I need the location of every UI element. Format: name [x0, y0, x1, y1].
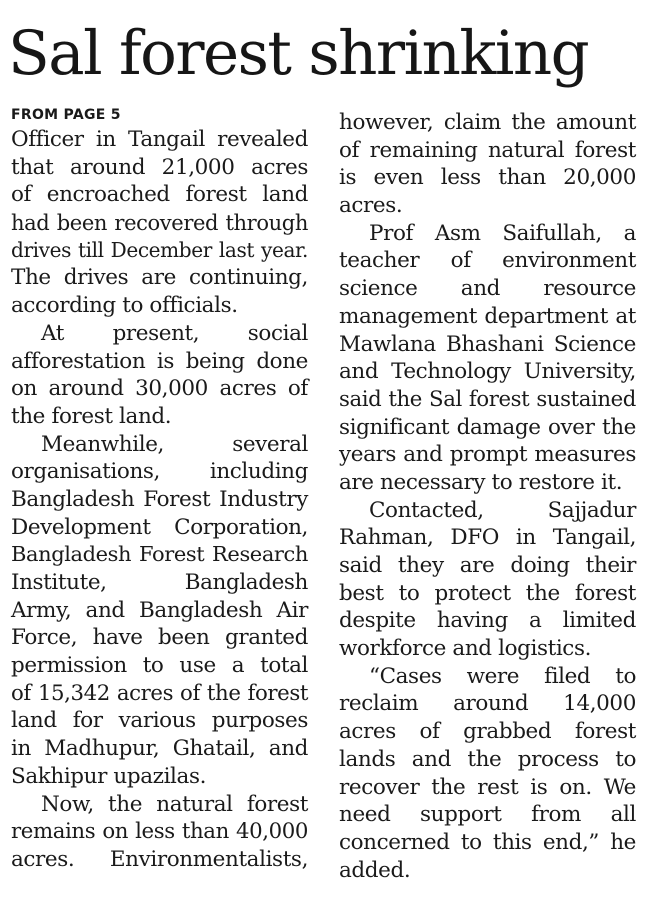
article-line: are necessary to restore it. [339, 469, 623, 495]
article-line: drives till December last year. [11, 237, 308, 262]
article-line: on around 30,000 acres of [11, 376, 308, 402]
article-column-right [339, 109, 636, 884]
article-line: remains on less than 40,000 [11, 819, 308, 845]
article-line: said the Sal forest sustained [339, 386, 636, 412]
article-line: acres. [339, 193, 403, 219]
article-line: Institute, Bangladesh [11, 570, 308, 595]
article-line: The drives are continuing, [11, 265, 308, 291]
article-line: At present, social [41, 320, 308, 346]
article-line: Mawlana Bhashani Science [339, 331, 636, 357]
article-paragraph [339, 220, 636, 497]
article-line: concerned to this end,” he [339, 829, 636, 855]
article-line: Bangladesh Forest Research [11, 542, 308, 567]
article-paragraph [11, 431, 308, 791]
article-paragraph [11, 791, 308, 874]
article-line: best to protect the forest [339, 580, 636, 606]
article-line: significant damage over the [339, 414, 636, 440]
article-line: Prof Asm Saifullah, a [369, 220, 636, 246]
article-line: science and resource [339, 276, 636, 302]
article-line: Army, and Bangladesh Air [11, 597, 308, 623]
article-line: recover the rest is on. We [339, 774, 636, 800]
article-line: teacher of environment [339, 248, 636, 274]
article-line: acres of grabbed forest [339, 719, 636, 745]
article-line: despite having a limited [339, 608, 636, 634]
article-line: had been recovered through [11, 210, 308, 236]
article-line: of remaining natural forest [339, 137, 636, 163]
article-line: lands and the process to [339, 746, 636, 772]
article-line: management department at [339, 303, 636, 329]
article-line: acres. Environmentalists, [11, 846, 308, 872]
article-paragraph [339, 497, 636, 663]
article-line: the forest land. [11, 403, 172, 429]
article-line: Sakhipur upazilas. [11, 763, 207, 789]
article-line: Rahman, DFO in Tangail, [339, 525, 636, 551]
article-line: Force, have been granted [11, 625, 308, 651]
article-line: is even less than 20,000 [339, 165, 636, 191]
article-paragraph [339, 109, 636, 220]
article-line: that around 21,000 acres [11, 154, 308, 180]
article-line: Officer in Tangail revealed [11, 127, 308, 152]
article-paragraph [11, 126, 308, 320]
article-line: permission to use a total [11, 653, 308, 679]
article-paragraph [339, 663, 636, 885]
article-paragraph [11, 320, 308, 431]
article-line: however, claim the amount [339, 110, 636, 135]
article-line: land for various purposes [11, 708, 308, 734]
article-line: according to officials. [11, 293, 238, 319]
article-line: Meanwhile, several [41, 431, 308, 457]
article-line: Contacted, Sajjadur [369, 497, 636, 523]
article-line: Development Corporation, [11, 514, 308, 540]
article-line: added. [339, 857, 411, 883]
article-line: organisations, including [11, 459, 308, 485]
article-line: Bangladesh Forest Industry [11, 486, 308, 512]
article-line: of 15,342 acres of the forest [11, 680, 308, 706]
article-line: afforestation is being done [11, 348, 308, 374]
article-line: of encroached forest land [11, 182, 308, 208]
headline: Sal forest shrinking [8, 18, 589, 89]
article-line: need support from all [339, 802, 636, 828]
article-line: in Madhupur, Ghatail, and [11, 736, 308, 762]
article-line: Now, the natural forest [41, 791, 308, 817]
article-line: “Cases were filed to [369, 663, 636, 689]
continuation-kicker: FROM PAGE 5 [11, 107, 121, 123]
article-line: workforce and logistics. [339, 636, 592, 662]
article-line: reclaim around 14,000 [339, 691, 636, 717]
article-line: said they are doing their [339, 553, 636, 578]
article-line: years and prompt measures [339, 442, 636, 468]
article-column-left [11, 104, 308, 874]
article-line: and Technology University, [339, 359, 636, 385]
